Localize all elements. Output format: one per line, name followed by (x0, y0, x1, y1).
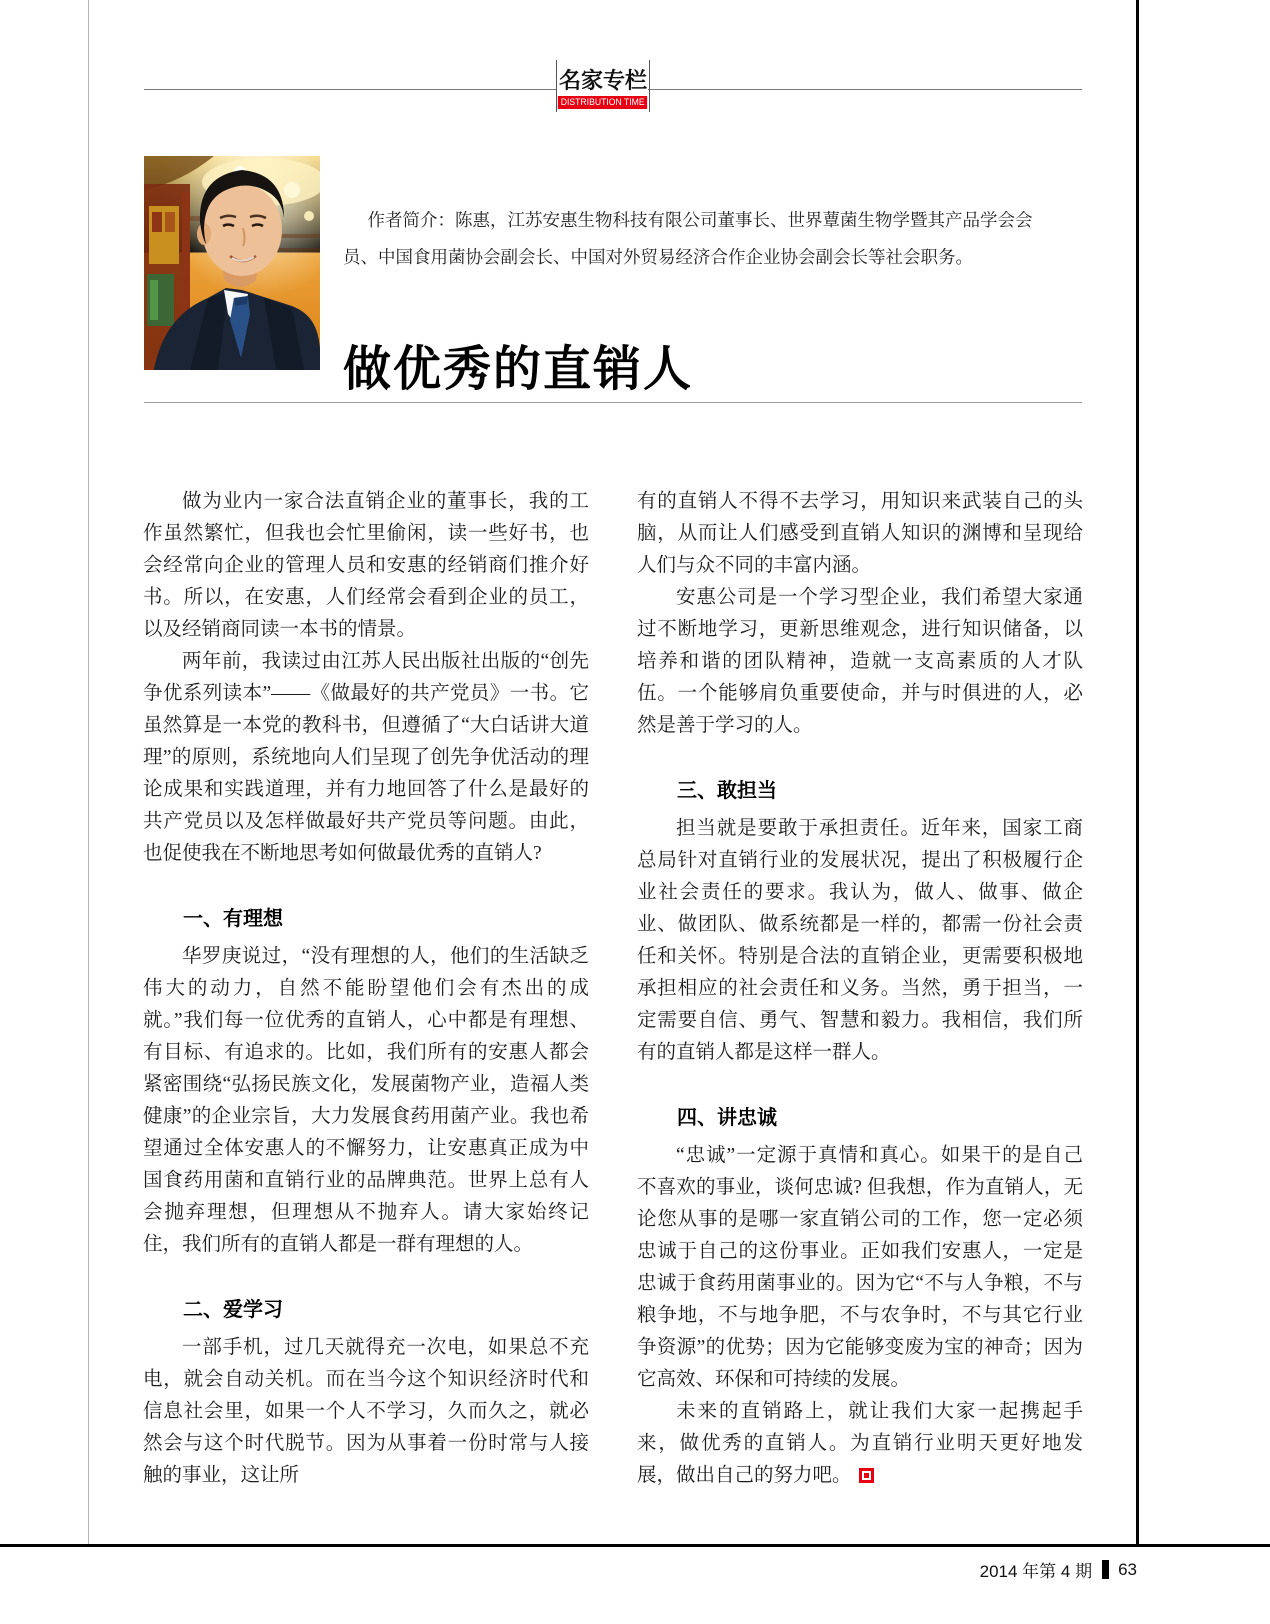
header-rule-left (144, 89, 556, 90)
article-column-left (143, 486, 589, 1492)
article-paragraph: “忠诚”一定源于真情和真心。如果干的是自己不喜欢的事业，谈何忠诚? 但我想，作为直销人，无论您从事的是哪一家直销公司的工作，您一定必须忠诚于自己的这份事业。正如我们安惠人，一定是忠诚于食药用菌事业的。因为它“不与人争粮，不与粮争地，不与地争肥，不与农争时，不与其它行业争资源”的优势；因为它能够变废为宝的神奇；因为它高效、环保和可持续的发展。 (637, 1145, 1083, 1390)
header-rule-right (648, 89, 1082, 90)
author-section-rule (144, 402, 1082, 403)
author-photo-image (144, 156, 320, 370)
page-footer (980, 1557, 1137, 1582)
article-paragraph: 华罗庚说过，“没有理想的人，他们的生活缺乏伟大的动力，自然不能盼望他们会有杰出的成就。”我们每一位优秀的直销人，心中都是有理想、有目标、有追求的。比如，我们所有的安惠人都会紧密围绕“弘扬民族文化，发展菌物产业，造福人类健康”的企业宗旨，大力发展食药用菌产业。我也希望通过全体安惠人的不懈努力，让安惠真正成为中国食药用菌和直销行业的品牌典范。世界上总有人会抛弃理想，但理想从不抛弃人。请大家始终记住，我们所有的直销人都是一群有理想的人。 (143, 946, 589, 1255)
section-heading: 三、敢担当 (677, 780, 777, 802)
article-paragraph: 未来的直销路上，就让我们大家一起携起手来，做优秀的直销人。为直销行业明天更好地发展，做出自己的努力吧。 (637, 1401, 1083, 1486)
left-margin-rule (88, 0, 89, 1544)
right-margin-rule (1136, 0, 1139, 1544)
article-title: 做优秀的直销人 (343, 343, 694, 397)
author-intro: 作者简介：陈惠，江苏安惠生物科技有限公司董事长、世界蕈菌生物学暨其产品学会会员、中国食用菌协会副会长、中国对外贸易经济合作企业协会副会长等社会职务。 (343, 210, 1033, 267)
article-paragraph: 担当就是要敢于承担责任。近年来，国家工商总局针对直销行业的发展状况，提出了积极履行企业社会责任的要求。我认为，做人、做事、做企业、做团队、做系统都是一样的，都需一份社会责任和关怀。特别是合法的直销企业，更需要积极地承担相应的社会责任和义务。当然，勇于担当，一定需要自信、勇气、智慧和毅力。我相信，我们所有的直销人都是这样一群人。 (637, 818, 1083, 1063)
footer-issue: 2014 年第 4 期 (979, 1562, 1093, 1581)
article-paragraph: 一部手机，过几天就得充一次电，如果总不充电，就会自动关机。而在当今这个知识经济时代和信息社会里，如果一个人不学习，久而久之，就必然会与这个时代脱节。因为从事着一份时常与人接触的事业，这让所 (143, 1337, 589, 1486)
article-paragraph: 有的直销人不得不去学习，用知识来武装自己的头脑，从而让人们感受到直销人知识的渊博和呈现给人们与众不同的丰富内涵。 (637, 491, 1083, 576)
article-column-right (637, 486, 1083, 1492)
column-header-title: 名家专栏 (558, 68, 647, 93)
section-heading: 二、爱学习 (183, 1299, 283, 1321)
section-heading: 四、讲忠诚 (677, 1107, 777, 1129)
column-header (556, 60, 650, 112)
article-paragraph: 两年前，我读过由江苏人民出版社出版的“创先争优系列读本”——《做最好的共产党员》一书。它虽然算是一本党的教科书，但遵循了“大白话讲大道理”的原则，系统地向人们呈现了创先争优活动的理论成果和实践道理，并有力地回答了什么是最好的共产党员以及怎样做最好共产党员等问题。由此，也促使我在不断地思考如何做最优秀的直销人? (143, 651, 589, 864)
article-paragraph: 安惠公司是一个学习型企业，我们希望大家通过不断地学习，更新思维观念，进行知识储备，以培养和谐的团队精神，造就一支高素质的人才队伍。一个能够肩负重要使命，并与时俱进的人，必然是善于学习的人。 (637, 587, 1083, 736)
article-end-mark-icon (859, 1468, 874, 1483)
article-paragraph: 做为业内一家合法直销企业的董事长，我的工作虽然繁忙，但我也会忙里偷闲，读一些好书，也会经常向企业的管理人员和安惠的经销商们推介好书。所以，在安惠，人们经常会看到企业的员工，以及经销商同读一本书的情景。 (143, 491, 589, 640)
bottom-rule (0, 1544, 1270, 1547)
author-photo (144, 156, 320, 370)
section-heading: 一、有理想 (183, 908, 283, 930)
footer-page-number: 63 (1118, 1559, 1137, 1579)
footer-divider-bar (1102, 1560, 1109, 1579)
column-header-banner: DISTRIBUTION TIME (558, 96, 648, 109)
article-end-mark-inner (862, 1471, 871, 1480)
